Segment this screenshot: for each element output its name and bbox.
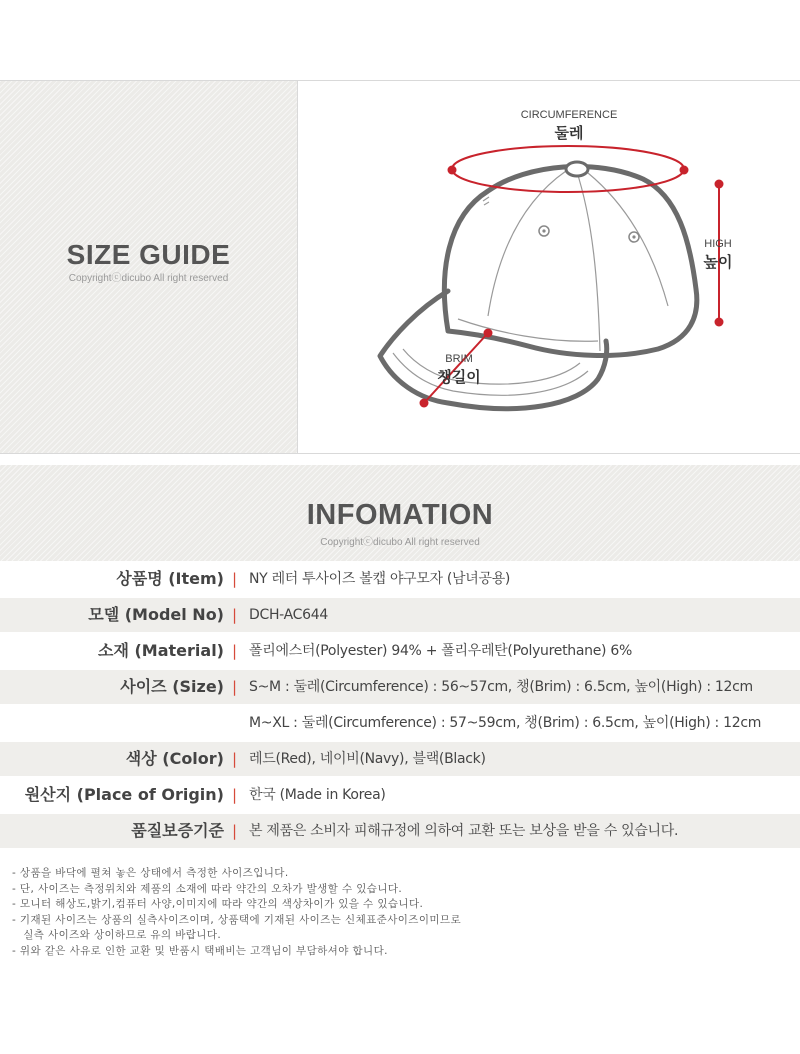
info-row-color	[0, 742, 800, 776]
info-row-label: 색상 (Color)	[125, 749, 224, 768]
info-row-label: 품질보증기준	[131, 821, 224, 840]
high-label-ko: 높이	[703, 253, 733, 271]
circumference-measure-dot	[680, 166, 689, 175]
size-guide-title: SIZE GUIDE	[66, 239, 231, 270]
cap-eyelet	[542, 229, 545, 232]
cap-button	[566, 162, 588, 176]
info-row-separator: |	[232, 822, 238, 840]
cap-band-stitch	[458, 319, 598, 341]
info-row-origin	[0, 778, 800, 812]
information-header	[0, 465, 800, 561]
circumference-label-en: CIRCUMFERENCE	[520, 109, 618, 121]
high-measure-dot	[715, 180, 724, 189]
cap-eyelet	[632, 235, 635, 238]
info-row-value: S~M : 둘레(Circumference) : 56~57cm, 챙(Brim) : 6.5cm, 높이(High) : 12cm	[249, 679, 753, 695]
info-row-separator: |	[232, 642, 238, 660]
notice-item: - 모니터 해상도,밝기,컴퓨터 사양,이미지에 따라 약간의 색상차이가 있을 수 있습니다.	[12, 898, 424, 910]
info-row-size-2	[0, 706, 800, 740]
info-row-value: DCH-AC644	[249, 607, 328, 623]
brim-label-ko: 챙길이	[437, 368, 481, 386]
cap-panel-seam	[588, 173, 668, 306]
info-row-value: NY 레터 투사이즈 볼캡 야구모자 (남녀공용)	[249, 571, 511, 587]
info-row-label: 모델 (Model No)	[88, 605, 224, 624]
high-label-en: HIGH	[704, 238, 732, 250]
size-guide-section	[0, 80, 800, 454]
info-row-value: M~XL : 둘레(Circumference) : 57~59cm, 챙(Brim) : 6.5cm, 높이(High) : 12cm	[249, 715, 762, 731]
info-row-model	[0, 598, 800, 632]
info-row-material	[0, 634, 800, 668]
information-title: INFOMATION	[306, 499, 494, 531]
brim-label-en: BRIM	[445, 353, 473, 365]
cap-diagram-panel	[297, 81, 800, 453]
size-guide-title-panel	[0, 81, 297, 453]
info-row-separator: |	[232, 570, 238, 588]
info-row-separator: |	[232, 678, 238, 696]
cap-brim-outline	[380, 291, 607, 409]
notice-item: 실측 사이즈와 상이하므로 유의 바랍니다.	[12, 929, 222, 941]
info-row-label: 소재 (Material)	[98, 641, 224, 660]
circumference-measure-dot	[448, 166, 457, 175]
notice-list	[12, 866, 792, 959]
info-row-label: 사이즈 (Size)	[120, 677, 224, 696]
notice-item: - 기재된 사이즈는 상품의 실측사이즈이며, 상품택에 기재된 사이즈는 신체표준사이즈이미므로	[12, 913, 462, 926]
info-row-separator: |	[232, 606, 238, 624]
size-guide-copyright: Copyrightⓒdicubo All right reserved	[68, 273, 229, 284]
high-measure-dot	[715, 318, 724, 327]
notice-item: - 위와 같은 사유로 인한 교환 및 반품시 택배비는 고객님이 부담하셔야 합니다.	[12, 944, 388, 957]
circumference-label-ko: 둘레	[554, 124, 584, 142]
info-row-item	[0, 562, 800, 596]
brim-measure-dot	[420, 399, 429, 408]
notice-item: - 상품을 바닥에 펼쳐 놓은 상태에서 측정한 사이즈입니다.	[12, 867, 289, 879]
info-row-label: 상품명 (Item)	[116, 569, 224, 588]
cap-logo-mark	[483, 197, 489, 205]
brim-measure-dot	[484, 329, 493, 338]
information-copyright: Copyrightⓒdicubo All right reserved	[320, 537, 480, 548]
info-row-value: 한국 (Made in Korea)	[249, 787, 386, 803]
info-row-size	[0, 670, 800, 704]
info-row-value: 폴리에스터(Polyester) 94% + 폴리우레탄(Polyurethane) 6%	[249, 643, 632, 659]
info-row-separator: |	[232, 786, 238, 804]
info-row-warranty	[0, 814, 800, 848]
info-row-value: 레드(Red), 네이비(Navy), 블랙(Black)	[249, 751, 486, 767]
info-row-separator: |	[232, 750, 238, 768]
notice-item: - 단, 사이즈는 측정위치와 제품의 소재에 따라 약간의 오차가 발생할 수 있습니다.	[12, 882, 403, 895]
cap-panel-seam	[576, 169, 600, 351]
info-row-value: 본 제품은 소비자 피해규정에 의하여 교환 또는 보상을 받을 수 있습니다.	[249, 823, 679, 839]
info-row-label: 원산지 (Place of Origin)	[24, 785, 224, 804]
